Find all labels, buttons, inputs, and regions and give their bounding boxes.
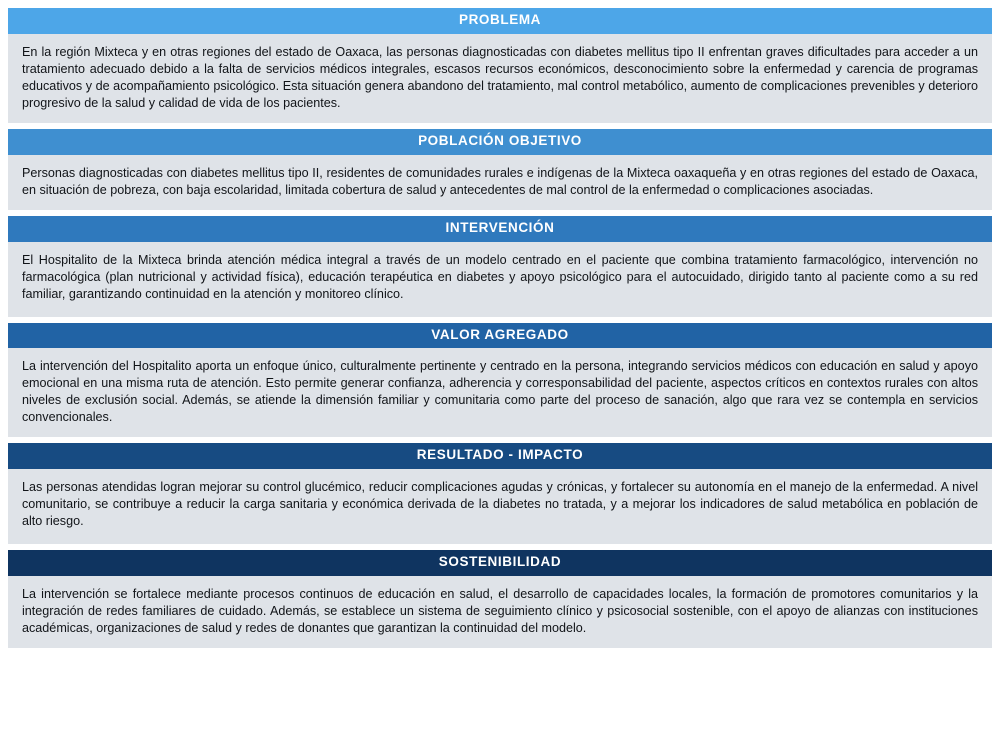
section-intervencion: [8, 216, 992, 317]
section-body-intervencion: El Hospitalito de la Mixteca brinda atención médica integral a través de un modelo centrado en el paciente que combina tratamiento farmacológico, intervención no farmacológica (plan nutricional y actividad física), educación terapéutica en diabetes y apoyo psicológico para el autocuidado, dirigido tanto al paciente como a su red familiar, garantizando continuidad en la atención y monitoreo clínico.: [8, 242, 992, 317]
section-body-resultado-impacto: Las personas atendidas logran mejorar su control glucémico, reducir complicaciones agudas y crónicas, y fortalecer su autonomía en el manejo de la enfermedad. A nivel comunitario, se contribuye a reducir la carga sanitaria y económica derivada de la diabetes no tratada, y a mejorar los indicadores de salud metabólica en población de alto riesgo.: [8, 469, 992, 544]
section-heading-problema: PROBLEMA: [8, 8, 992, 34]
section-heading-valor-agregado: VALOR AGREGADO: [8, 323, 992, 349]
section-heading-sostenibilidad: SOSTENIBILIDAD: [8, 550, 992, 576]
section-valor-agregado: [8, 323, 992, 438]
section-sostenibilidad: [8, 550, 992, 648]
section-body-sostenibilidad: La intervención se fortalece mediante procesos continuos de educación en salud, el desarrollo de capacidades locales, la formación de promotores comunitarios y la integración de redes familiares de cuidado. Además, se establece un sistema de seguimiento clínico y psicosocial sostenible, con el apoyo de alianzas con instituciones académicas, organizaciones de salud y redes de donantes que garantizan la continuidad del modelo.: [8, 576, 992, 648]
section-body-poblacion-objetivo: Personas diagnosticadas con diabetes mellitus tipo II, residentes de comunidades rurales e indígenas de la Mixteca oaxaqueña y en otras regiones del estado de Oaxaca, en situación de pobreza, con baja escolaridad, limitada cobertura de salud y antecedentes de mal control de la enfermedad o complicaciones asociadas.: [8, 155, 992, 210]
section-poblacion-objetivo: [8, 129, 992, 210]
section-problema: [8, 8, 992, 123]
section-heading-resultado-impacto: RESULTADO - IMPACTO: [8, 443, 992, 469]
section-resultado-impacto: [8, 443, 992, 544]
section-body-valor-agregado: La intervención del Hospitalito aporta un enfoque único, culturalmente pertinente y centrado en la persona, integrando servicios médicos con educación en salud y apoyo emocional en una misma ruta de atención. Esto permite generar confianza, adherencia y corresponsabilidad del paciente, aspectos críticos en contextos rurales con altos niveles de exclusión social. Además, se atiende la dimensión familiar y comunitaria como parte del proceso de sanación, algo que rara vez se contempla en servicios convencionales.: [8, 348, 992, 437]
section-heading-intervencion: INTERVENCIÓN: [8, 216, 992, 242]
section-body-problema: En la región Mixteca y en otras regiones del estado de Oaxaca, las personas diagnosticadas con diabetes mellitus tipo II enfrentan graves dificultades para acceder a un tratamiento adecuado debido a la falta de servicios médicos integrales, escasos recursos económicos, desconocimiento sobre la enfermedad y carencia de programas educativos y de acompañamiento psicológico. Esta situación genera abandono del tratamiento, mal control metabólico, aumento de complicaciones prevenibles y deterioro progresivo de la salud y calidad de vida de los pacientes.: [8, 34, 992, 123]
section-heading-poblacion-objetivo: POBLACIÓN OBJETIVO: [8, 129, 992, 155]
